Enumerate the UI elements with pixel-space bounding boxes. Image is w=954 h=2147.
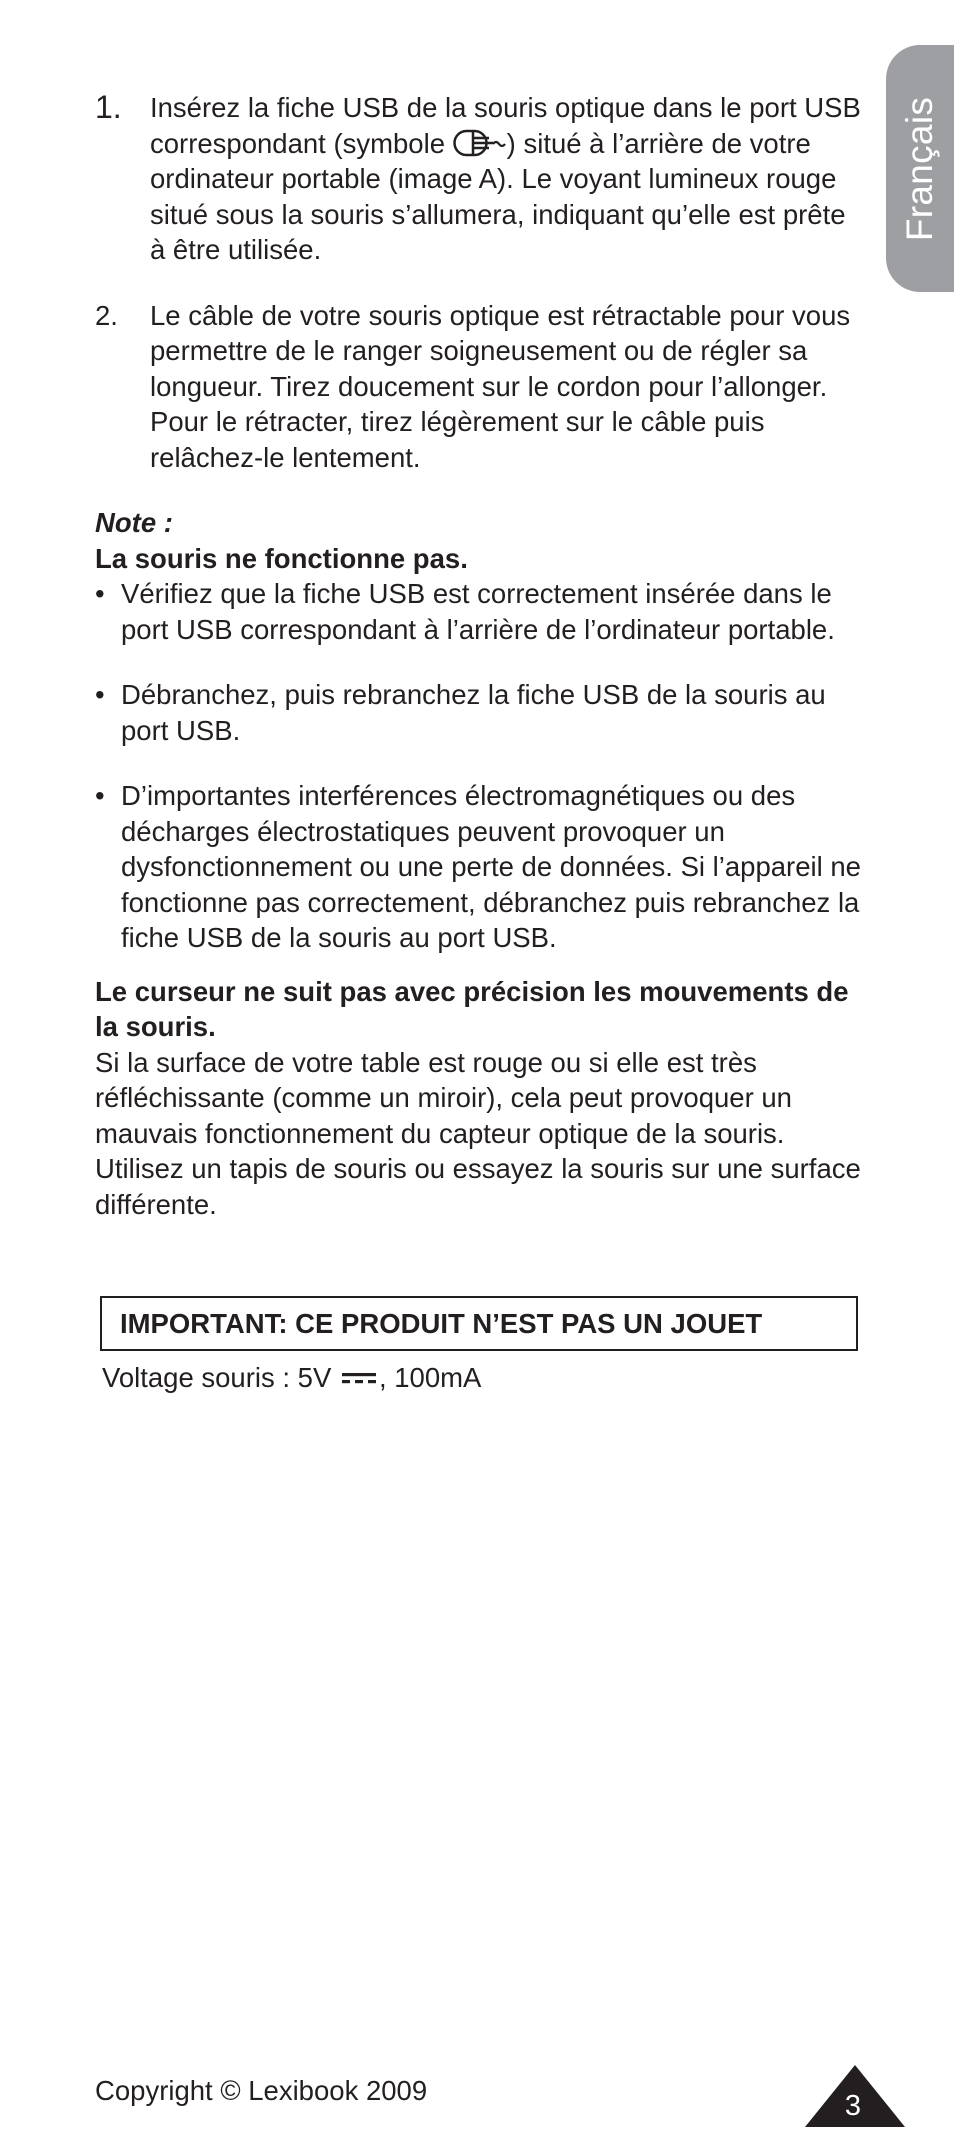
main-content — [95, 90, 865, 1222]
step-text: Le câble de votre souris optique est rétractable pour vous permettre de le ranger soigneusement ou de régler sa longueur. Tirez doucement sur le cordon pour l’allonger. Pour le rétracter, tirez légèrement sur le câble puis relâchez-le lentement. — [150, 299, 851, 473]
step-number: 2. — [95, 299, 118, 331]
language-tab-label: Français — [899, 96, 940, 242]
list-item-text: Débranchez, puis rebranchez la fiche USB de la souris au port USB. — [121, 679, 826, 746]
important-warning-box — [100, 1296, 858, 1351]
issue-description: Si la surface de votre table est rouge ou si elle est très réfléchissante (comme un miroir), cela peut provoquer un mauvais fonctionnement du capteur optique de la souris. Utilisez un tapis de souris ou essayez la souris sur une surface différente. — [95, 1046, 861, 1220]
step-text-part1: Insérez la fiche USB de la souris optique dans le port USB correspondant (symbole — [150, 92, 861, 159]
troubleshooting-list — [95, 576, 865, 956]
current-value: , 100mA — [378, 1362, 482, 1393]
important-warning-text: IMPORTANT: CE PRODUIT N’EST PAS UN JOUET — [120, 1308, 763, 1339]
bullet-point: • — [95, 578, 105, 609]
bullet-point: • — [95, 780, 105, 811]
issue-title-mouse-not-working: La souris ne fonctionne pas. — [95, 542, 468, 574]
dc-current-icon — [341, 1370, 377, 1386]
note-title: Note : — [95, 507, 173, 538]
page-number: 3 — [844, 2090, 862, 2122]
issue-title-cursor-precision: Le curseur ne suit pas avec précision les mouvements de la souris. — [95, 975, 849, 1042]
instruction-step-1 — [95, 90, 865, 268]
voltage-spec — [102, 1360, 481, 1395]
usb-symbol-icon — [453, 129, 507, 157]
voltage-value: Voltage souris : 5V — [102, 1362, 332, 1393]
list-item — [95, 576, 865, 647]
list-item-text: Vérifiez que la fiche USB est correctement insérée dans le port USB correspondant à l’arrière de l’ordinateur portable. — [121, 578, 835, 645]
list-item-text: D’importantes interférences électromagnétiques ou des décharges électrostatiques peuvent provoquer un dysfonctionnement ou une perte de données. Si l’appareil ne fonctionne pas correctement, débranchez puis rebranchez la fiche USB de la souris au port USB. — [121, 780, 861, 953]
step-number: 1. — [95, 89, 122, 125]
copyright-text: Copyright © Lexibook 2009 — [95, 2075, 428, 2106]
list-item — [95, 778, 865, 956]
step-text-part2: ) situé à l’arrière de votre ordinateur portable (image A). Le voyant lumineux rouge situé sous la souris s’allumera, indiquant qu’elle est prête à être utilisée. — [150, 127, 846, 265]
list-item — [95, 677, 865, 748]
instruction-step-2 — [95, 298, 865, 476]
bullet-point: • — [95, 679, 105, 710]
language-tab — [886, 45, 954, 292]
